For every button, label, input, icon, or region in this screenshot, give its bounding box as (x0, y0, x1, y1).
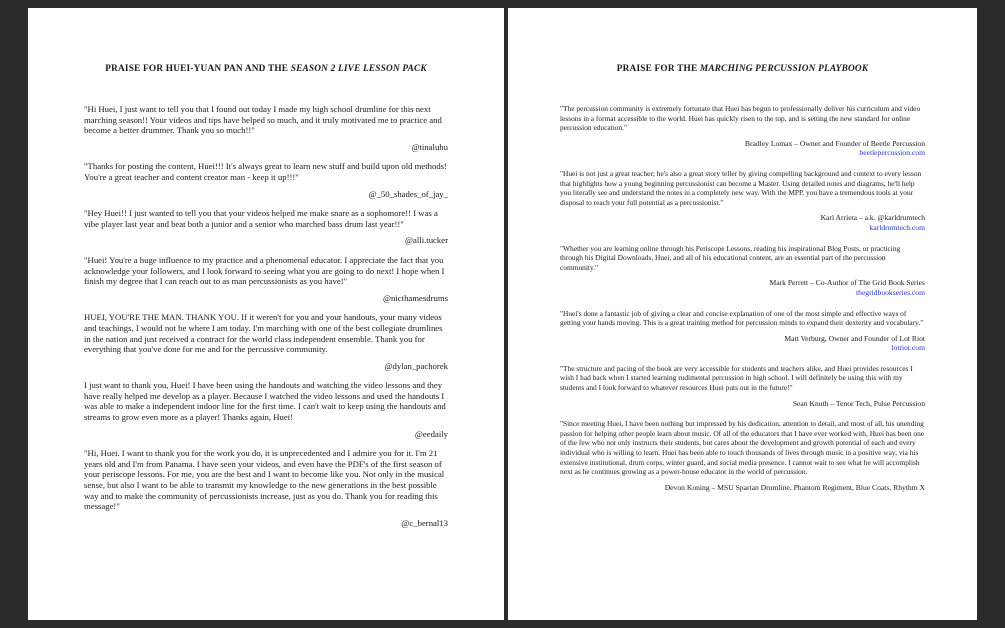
endorsement (560, 309, 925, 353)
endorsement (560, 104, 925, 158)
testimonial-handle: @c_bernal13 (401, 517, 448, 528)
endorsement-author: Matt Verburg, Owner and Founder of Lot Riot (784, 333, 925, 343)
testimonial-handle: @alli.tucker (405, 235, 448, 246)
endorsement-text: "Huei's done a fantastic job of giving a clear and concise explanation of one of the most simple and effective ways of getting your hands moving. This is a great training method for percussion minds to expand their dexterity and vocabulary." (560, 308, 924, 328)
endorsement (560, 244, 925, 298)
testimonial (84, 161, 448, 199)
testimonial-text: "Hi, Huei. I want to thank you for the work you do, it is unprecedented and I admire you for it. I'm 21 years old and I'm from Panama. I have seen your videos, and even have the PDF's of the first season of your periscope lessons. For me, you are the best and I want to become like you. Not only in the musical sense, but also I want to be able to transmit my knowledge to the new generations in the best possible way and to make the community of percussionists increase, just as you do. Thank you for reading this message!" (84, 448, 445, 512)
testimonial-handle: @nicthamesdrums (383, 292, 448, 303)
endorsement-link[interactable]: lotriot.com (891, 343, 925, 353)
testimonial-text: HUEI, YOU'RE THE MAN. THANK YOU. If it weren't for you and your handouts, your many videos and teachings, I would not be where I am today. I'm marching with one of the best collegiate drumlines in the nation and just received a contract for the world class independent ensemble. Thank you for everything that you've done for me and for the percussive community. (84, 312, 443, 355)
endorsement-author: Bradley Lomax – Owner and Founder of Beetle Percussion (744, 138, 925, 148)
testimonial-text: I just want to thank you, Huei! I have been using the handouts and watching the video lessons and they have really helped me develop as a player. Because I watched the video lessons and used the handouts I was able to make a independent indoor line for the first time. I can't wait to keep using the handouts and streams to grow even more as a player! Thanks again, Huei! (84, 380, 446, 423)
testimonial-text: "Huei! You're a huge influence to my practice and a phenomenal educator. I appreciate the fact that you acknowledge your followers, and I look forward to seeing what you are going to do next! I hope when I finish my degree that I can reach out to as man percussionists as you have!" (84, 254, 445, 287)
endorsement-link[interactable]: karldrumtech.com (869, 222, 925, 232)
testimonial (84, 208, 448, 246)
endorsement (560, 419, 925, 492)
endorsement (560, 364, 925, 408)
endorsement-text: "Huei is not just a great teacher; he's also a great story teller by giving compelling background and context to every lesson that highlights how a young beginning percussionist can become a Master. Using detailed notes and diagrams, he'll help you literally see and understand the notes in a completely new way. With the MPP, you have a tremendous tools at your disposal to reach your full potential as a percussionist." (560, 168, 922, 207)
endorsement-link[interactable]: beetlepercussion.com (859, 148, 925, 158)
endorsement-author: Karl Arrieta – a.k. @karldrumtech (820, 213, 925, 223)
left-page-heading: PRAISE FOR HUEI-YUAN PAN AND THE SEASON 2 LIVE LESSON PACK (105, 64, 427, 74)
testimonial (84, 255, 448, 303)
left-page (28, 8, 504, 620)
testimonial-text: "Hey Huei!! I just wanted to tell you that your videos helped me make snare as a sophomore!! I was a vibe player last year and beat both a junior and a senior who marched bass drum last year!!" (84, 208, 438, 229)
endorsement-text: "The percussion community is extremely fortunate that Huei has begun to professionally deliver his curriculum and video lessons in a format accessible to the world. Huei has quickly risen to the top, and is setting the new standard for online percussion education." (560, 104, 921, 133)
endorsement-author: Sean Knuth – Tenor Tech, Pulse Percussion (792, 398, 925, 408)
endorsement (560, 169, 925, 233)
testimonial-text: "Thanks for posting the content, Huei!!! It's always great to learn new stuff and build upon old methods! You're a great teacher and content creator man - keep it up!!!" (84, 161, 447, 182)
right-page-heading: PRAISE FOR THE MARCHING PERCUSSION PLAYBOOK (616, 64, 869, 74)
testimonial (84, 104, 448, 152)
testimonial-handle: @eedaily (414, 428, 448, 439)
endorsement-text: "Since meeting Huei, I have been nothing but impressed by his dedication, attention to detail, and most of all, his unending passion for helping other people learn about music. Of all of the educators that I have ever worked with, Huei has been one of the few who not only instructs their students, but cares about the development and growth potential of each and every individual who is willing to learn. Huei has been able to touch thousands of lives through music in a positive way, via his extensive institutional, drum corps, winter guard, and social media presence. I cannot wait to see what he will accomplish next as he continues growing as a power-house educator in the world of percussion. (560, 419, 925, 477)
endorsement-text: "The structure and pacing of the book are very accessible for students and teachers alike, and Huei provides resources I wish I had back when I started learning rudimental percussion in high school. I will definitely be using this with my students and I look forward to whatever resources Huei puts out in the future!" (560, 363, 913, 393)
endorsement-text: "Whether you are learning online through his Periscope Lessons, reading his inspirational Blog Posts, or practicing through his Digital Downloads, Huei, and all of his educational content, are an essential part of the percussion community." (560, 243, 901, 272)
testimonial (84, 312, 448, 371)
testimonial-handle: @dylan_pachorek (384, 360, 448, 371)
testimonial-handle: @tinaluhu (411, 141, 448, 152)
testimonial (84, 448, 448, 528)
endorsement-author: Mark Perrett – Co-Author of The Grid Book Series (769, 278, 925, 288)
testimonial-handle: @_50_shades_of_jay_ (368, 188, 448, 199)
testimonial (84, 380, 448, 439)
endorsement-link[interactable]: thegridbookseries.com (856, 287, 925, 297)
endorsement-author: Devon Koning – MSU Spartan Drumline, Phantom Regiment, Blue Coats, Rhythm X (664, 482, 925, 492)
right-page (508, 8, 977, 620)
testimonial-text: "Hi Huei, I just want to tell you that I found out today I made my high school drumline for this next marching season!! Your videos and tips have helped so much, and it truly motivated me to practice and become a better drummer. Thank you so much!!" (84, 104, 442, 136)
